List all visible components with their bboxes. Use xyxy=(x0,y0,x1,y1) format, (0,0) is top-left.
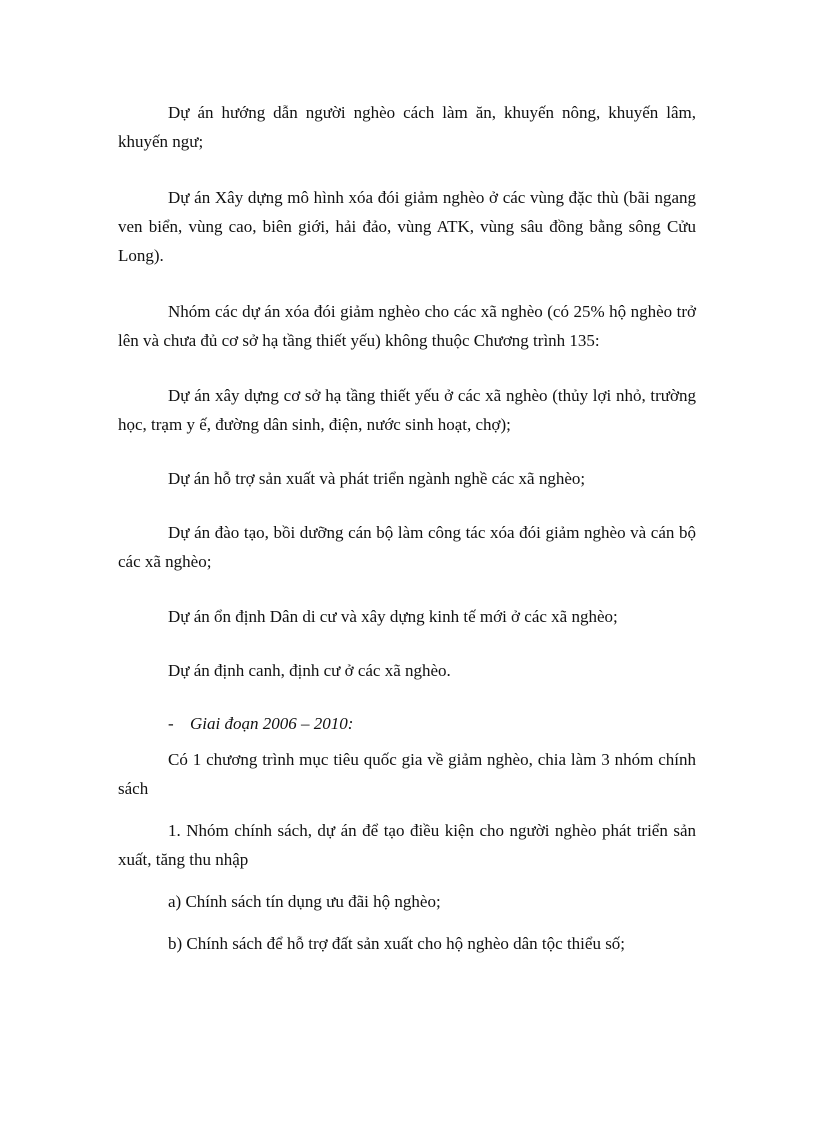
paragraph-special-zones-model: Dự án Xây dựng mô hình xóa đói giảm nghèo ở các vùng đặc thù (bãi ngang ven biển, vùng cao, biên giới, hải đảo, vùng ATK, vùng sâu đồng bằng sông Cửu Long). xyxy=(118,188,696,265)
period-heading-line xyxy=(118,709,696,738)
paragraph-national-program: Có 1 chương trình mục tiêu quốc gia về giảm nghèo, chia làm 3 nhóm chính sách xyxy=(118,750,696,798)
paragraph-infrastructure-project: Dự án xây dựng cơ sở hạ tầng thiết yếu ở các xã nghèo (thủy lợi nhỏ, trường học, trạm y ế, đường dân sinh, điện, nước sinh hoạt, chợ); xyxy=(118,386,696,434)
paragraph-production-support: Dự án hỗ trợ sản xuất và phát triển ngành nghề các xã nghèo; xyxy=(168,469,586,488)
paragraph-policy-group-1: 1. Nhóm chính sách, dự án để tạo điều kiện cho người nghèo phát triển sản xuất, tăng thu nhập xyxy=(118,821,696,869)
paragraph-credit-policy: a) Chính sách tín dụng ưu đãi hộ nghèo; xyxy=(168,892,441,911)
paragraph-land-support-policy: b) Chính sách để hỗ trợ đất sản xuất cho hộ nghèo dân tộc thiểu số; xyxy=(168,934,626,953)
paragraph-extension-services: Dự án hướng dẫn người nghèo cách làm ăn, khuyến nông, khuyến lâm, khuyến ngư; xyxy=(118,103,696,151)
paragraph-poor-communes-group: Nhóm các dự án xóa đói giảm nghèo cho các xã nghèo (có 25% hộ nghèo trở lên và chưa đủ cơ sở hạ tầng thiết yếu) không thuộc Chương trình 135: xyxy=(118,302,696,350)
paragraph-cadre-training: Dự án đào tạo, bồi dưỡng cán bộ làm công tác xóa đói giảm nghèo và cán bộ các xã nghèo; xyxy=(118,523,696,571)
paragraph-sedentarization: Dự án định canh, định cư ở các xã nghèo. xyxy=(168,661,451,680)
paragraph-migrant-stabilization: Dự án ổn định Dân di cư và xây dựng kinh tế mới ở các xã nghèo; xyxy=(168,607,618,626)
list-dash: - xyxy=(168,714,174,733)
period-heading: Giai đoạn 2006 – 2010: xyxy=(190,714,354,733)
